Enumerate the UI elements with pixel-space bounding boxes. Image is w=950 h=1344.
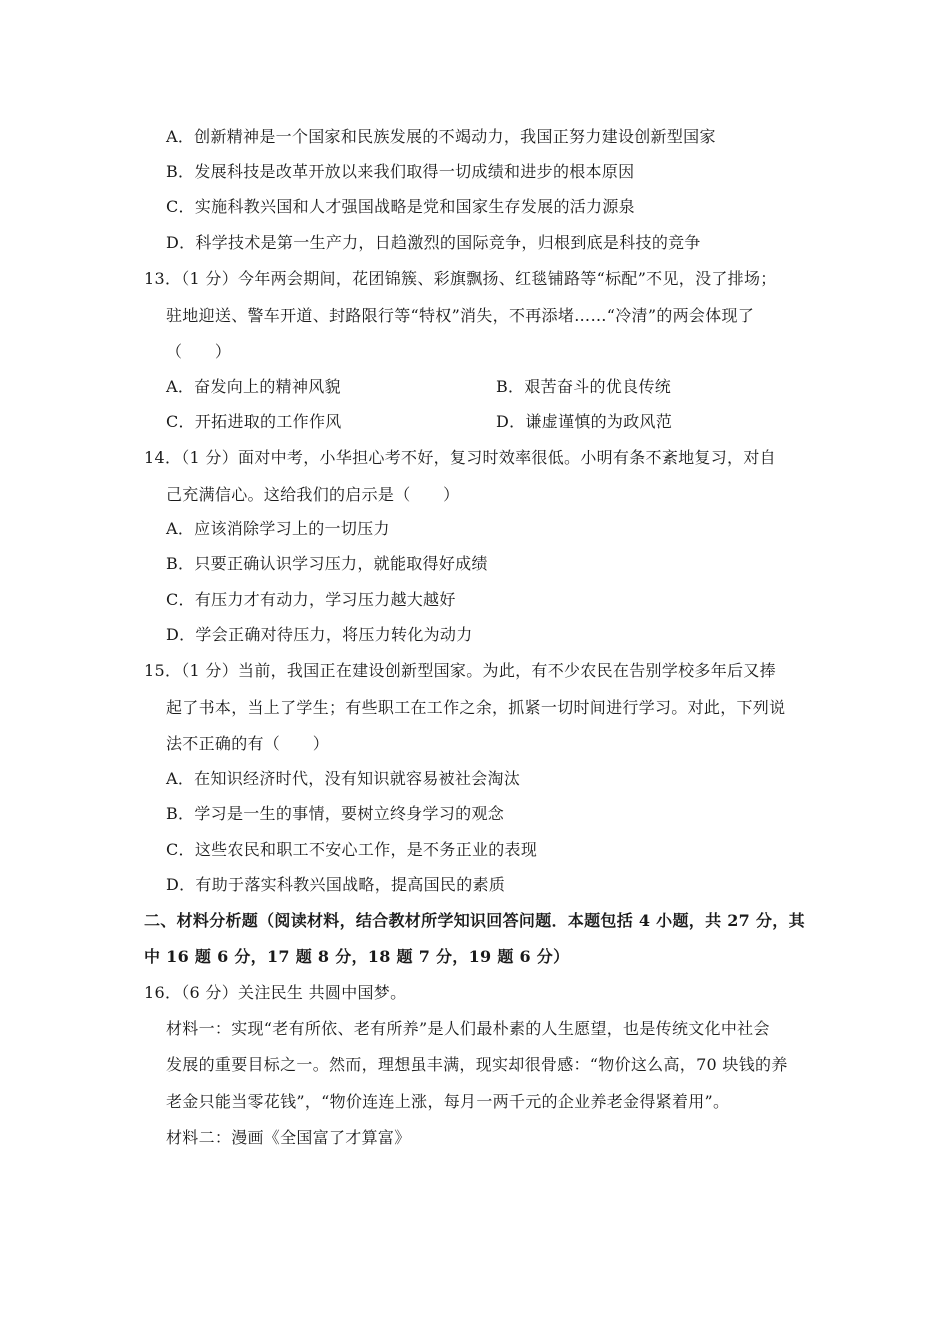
q13-option-a: A．奋发向上的精神风貌 bbox=[166, 377, 341, 396]
q13-stem-line-3: （ ） bbox=[166, 342, 232, 361]
q14-option-a: A．应该消除学习上的一切压力 bbox=[166, 519, 390, 538]
q12-option-c: C．实施科教兴国和人才强国战略是党和国家生存发展的活力源泉 bbox=[166, 197, 635, 216]
q14-stem-line-2: 己充满信心。这给我们的启示是（ ） bbox=[166, 485, 460, 504]
q12-option-d: D．科学技术是第一生产力，日趋激烈的国际竞争，归根到底是科技的竞争 bbox=[166, 233, 701, 252]
q13-stem-line-2: 驻地迎送、警车开道、封路限行等“特权”消失，不再添堵……“冷清”的两会体现了 bbox=[166, 306, 755, 325]
q15-option-d: D．有助于落实科教兴国战略，提高国民的素质 bbox=[166, 875, 506, 894]
q15-option-c: C．这些农民和职工不安心工作，是不务正业的表现 bbox=[166, 840, 538, 859]
section-2-heading-line-1: 二、材料分析题（阅读材料，结合教材所学知识回答问题．本题包括 4 小题，共 27 分，其 bbox=[144, 911, 805, 930]
q16-title: 16．（6 分）关注民生 共圆中国梦。 bbox=[144, 983, 407, 1002]
q15-stem-line-3: 法不正确的有（ ） bbox=[166, 734, 330, 753]
q13-stem-line-1: 13．（1 分）今年两会期间，花团锦簇、彩旗飘扬、红毯铺路等“标配”不见，没了排场； bbox=[144, 269, 777, 288]
q13-option-d: D．谦虚谨慎的为政风范 bbox=[496, 412, 673, 431]
q14-option-c: C．有压力才有动力，学习压力越大越好 bbox=[166, 590, 456, 609]
q13-option-c: C．开拓进取的工作作风 bbox=[166, 412, 342, 431]
q14-option-b: B．只要正确认识学习压力，就能取得好成绩 bbox=[166, 554, 488, 573]
q15-option-a: A．在知识经济时代，没有知识就容易被社会淘汰 bbox=[166, 769, 521, 788]
q16-material2: 材料二：漫画《全国富了才算富》 bbox=[166, 1128, 411, 1147]
q16-material1-line-1: 材料一：实现“老有所依、老有所养”是人们最朴素的人生愿望，也是传统文化中社会 bbox=[166, 1019, 770, 1038]
q13-option-b: B．艰苦奋斗的优良传统 bbox=[496, 377, 672, 396]
section-2-heading-line-2: 中 16 题 6 分，17 题 8 分，18 题 7 分，19 题 6 分） bbox=[144, 947, 570, 966]
q16-material1-line-3: 老金只能当零花钱”，“物价连连上涨，每月一两千元的企业养老金得紧着用”。 bbox=[166, 1092, 730, 1111]
q15-stem-line-2: 起了书本，当上了学生；有些职工在工作之余，抓紧一切时间进行学习。对此，下列说 bbox=[166, 698, 786, 717]
q12-option-a: A．创新精神是一个国家和民族发展的不竭动力，我国正努力建设创新型国家 bbox=[166, 127, 716, 146]
q16-material1-line-2: 发展的重要目标之一。然而，理想虽丰满，现实却很骨感：“物价这么高，70 块钱的养 bbox=[166, 1055, 788, 1074]
q14-option-d: D．学会正确对待压力，将压力转化为动力 bbox=[166, 625, 473, 644]
q14-stem-line-1: 14．（1 分）面对中考，小华担心考不好，复习时效率很低。小明有条不紊地复习，对自 bbox=[144, 448, 776, 467]
q15-stem-line-1: 15．（1 分）当前，我国正在建设创新型国家。为此，有不少农民在告别学校多年后又捧 bbox=[144, 661, 776, 680]
q15-option-b: B．学习是一生的事情，要树立终身学习的观念 bbox=[166, 804, 505, 823]
q12-option-b: B．发展科技是改革开放以来我们取得一切成绩和进步的根本原因 bbox=[166, 162, 635, 181]
